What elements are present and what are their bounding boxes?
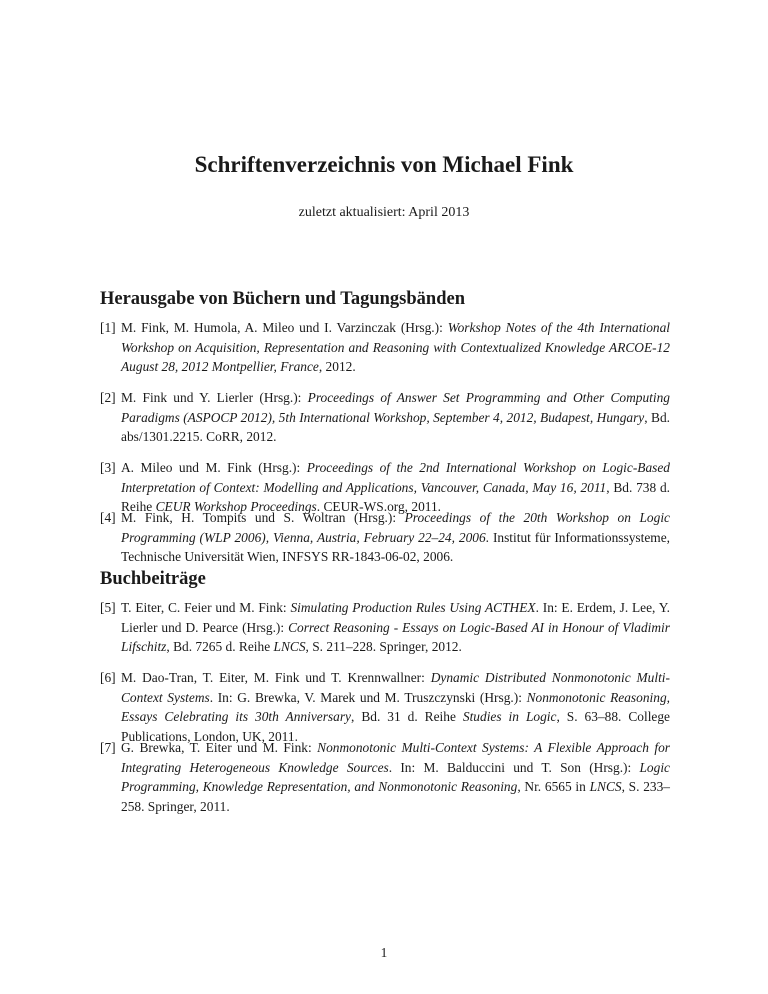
reference-text-segment: A. Mileo und M. Fink (Hrsg.): [121, 460, 307, 475]
reference-title-italic: Logic Programming, Knowledge Representation, and Nonmonotonic Reasoning [121, 759, 670, 794]
reference-number: [6] [100, 670, 116, 685]
reference-entry [100, 668, 670, 746]
reference-number: [1] [100, 320, 116, 335]
reference-entry [100, 738, 670, 816]
reference-text [121, 318, 670, 377]
reference-text-segment: , Bd. abs/1301.2215. CoRR, 2012. [121, 409, 670, 444]
reference-text-segment: , 2012. [318, 359, 356, 374]
section-heading-book-chapters: Buchbeiträge [100, 569, 206, 589]
reference-entry [100, 318, 670, 377]
reference-title-italic: Proceedings of Answer Set Programming and Other Computing Paradigms (ASPOCP 2012), 5th International Workshop, September 4, 2012, Budapest, Hungary [121, 390, 671, 425]
reference-text-segment: . CEUR-WS.org, 2011. [316, 499, 442, 514]
reference-title-italic: CEUR Workshop Proceedings [155, 499, 317, 514]
document-title: Schriftenverzeichnis von Michael Fink [194, 152, 574, 177]
reference-title-italic: Proceedings of the 2nd International Workshop on Logic-Based Interpretation of Context: Modelling and Applications, Vancouver, Canada, May 16, 2011 [121, 460, 671, 495]
reference-text-segment: , Bd. 738 d. Reihe [121, 479, 670, 514]
reference-title-italic: LNCS [589, 779, 622, 794]
document-subtitle: zuletzt aktualisiert: April 2013 [298, 205, 470, 220]
reference-text-segment: . In: E. Erdem, J. Lee, Y. Lierler und D. Pearce (Hrsg.): [121, 600, 670, 635]
reference-text-segment: , Bd. 7265 d. Reihe [166, 639, 274, 654]
reference-text-segment: G. Brewka, T. Eiter und M. Fink: [121, 740, 318, 755]
reference-text-segment: , S. 63–88. College Publications, London, UK, 2011. [121, 709, 671, 744]
reference-text-segment: , Bd. 31 d. Reihe [351, 709, 463, 724]
reference-number: [5] [100, 600, 116, 615]
reference-text-segment: T. Eiter, C. Feier und M. Fink: [121, 600, 291, 615]
reference-text [121, 738, 670, 816]
reference-entry [100, 598, 670, 657]
reference-number: [4] [100, 510, 116, 525]
reference-text-segment: . In: G. Brewka, V. Marek und M. Truszczynski (Hrsg.): [209, 689, 527, 705]
reference-text-segment: M. Fink, H. Tompits und S. Woltran (Hrsg.): [121, 510, 405, 525]
reference-text [121, 598, 670, 657]
reference-title-italic: Dynamic Distributed Nonmonotonic Multi-Context Systems [121, 670, 670, 705]
section-heading-editorships: Herausgabe von Büchern und Tagungsbänden [100, 289, 465, 309]
reference-text-segment: M. Fink und Y. Lierler (Hrsg.): [121, 390, 308, 405]
reference-entry [100, 508, 670, 567]
reference-text-segment: M. Fink, M. Humola, A. Mileo und I. Varzinczak (Hrsg.): [121, 320, 448, 335]
reference-text-segment: . In: M. Balduccini und T. Son (Hrsg.): [388, 759, 640, 775]
reference-title-italic: Nonmonotonic Multi-Context Systems: A Flexible Approach for Integrating Heterogeneous Knowledge Sources [121, 740, 670, 775]
reference-text-segment: , S. 211–228. Springer, 2012. [305, 639, 462, 654]
reference-title-italic: LNCS [273, 639, 306, 654]
reference-text [121, 388, 670, 447]
reference-title-italic: Proceedings of the 20th Workshop on Logic Programming (WLP 2006), Vienna, Austria, February 22–24, 2006 [121, 510, 670, 545]
reference-title-italic: Workshop Notes of the 4th International Workshop on Acquisition, Representation and Reasoning with Contextualized Knowledge ARCOE-12 August 28, 2012 Montpellier, France [121, 320, 670, 374]
reference-text [121, 508, 670, 567]
reference-text-segment: M. Dao-Tran, T. Eiter, M. Fink und T. Krennwallner: [121, 670, 431, 685]
reference-title-italic: Simulating Production Rules Using ACTHEX [290, 600, 536, 615]
reference-title-italic: Studies in Logic [462, 709, 557, 724]
reference-number: [7] [100, 740, 116, 755]
reference-number: [2] [100, 390, 116, 405]
reference-text-segment: , Nr. 6565 in [517, 779, 590, 794]
reference-text-segment: . Institut für Informationssysteme, Technische Universität Wien, INFSYS RR-1843-06-02, 2006. [121, 529, 670, 564]
reference-text [121, 668, 670, 746]
reference-number: [3] [100, 460, 116, 475]
reference-title-italic: Correct Reasoning - Essays on Logic-Based AI in Honour of Vladimir Lifschitz [121, 619, 670, 654]
page-number: 1 [380, 945, 388, 960]
reference-text-segment: , S. 233–258. Springer, 2011. [121, 779, 670, 814]
reference-title-italic: Nonmonotonic Reasoning, Essays Celebrating its 30th Anniversary [121, 689, 670, 724]
reference-entry [100, 388, 670, 447]
